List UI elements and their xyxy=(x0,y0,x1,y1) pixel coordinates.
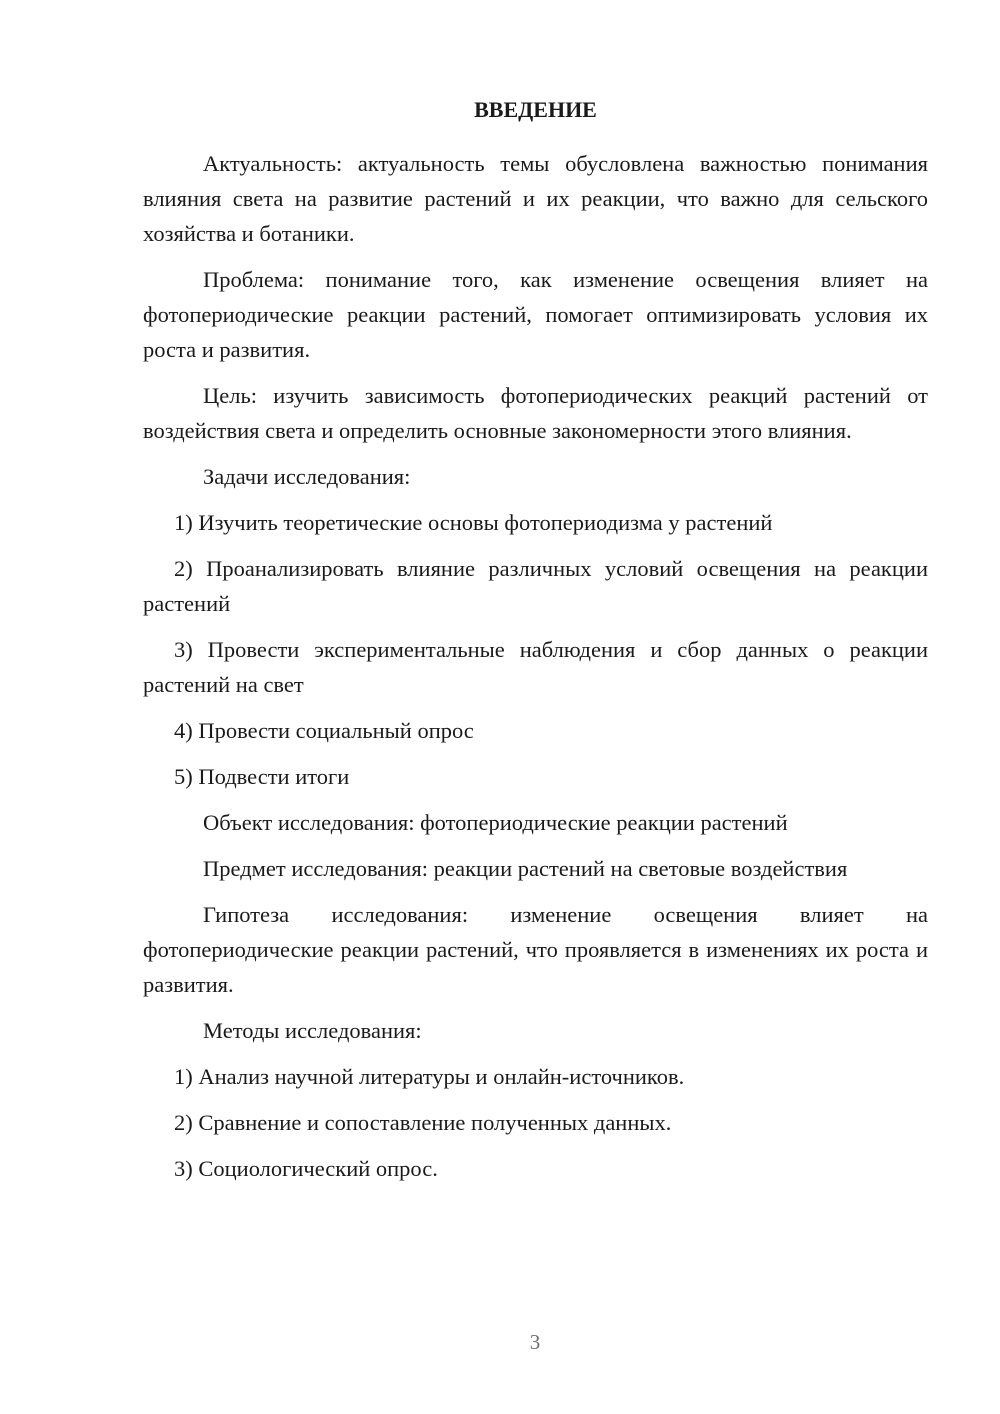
paragraph-subject: Предмет исследования: реакции растений на световые воздействия xyxy=(203,856,848,881)
list-item-task-2: 2) Проанализировать влияние различных условий освещения на реакции растений xyxy=(143,556,928,616)
page-content xyxy=(143,92,928,1197)
paragraph-object: Объект исследования: фотопериодические реакции растений xyxy=(203,810,788,835)
list-item-task-1: 1) Изучить теоретические основы фотопериодизма у растений xyxy=(174,510,773,535)
list-item-task-5: 5) Подвести итоги xyxy=(174,764,350,789)
list-item-method-2: 2) Сравнение и сопоставление полученных данных. xyxy=(174,1110,672,1135)
paragraph-tasks-heading: Задачи исследования: xyxy=(203,464,411,489)
paragraph-relevance: Актуальность: актуальность темы обусловлена важностью понимания влияния света на развитие растений и их реакции, что важно для сельского хозяйства и ботаники. xyxy=(143,151,928,246)
list-item-method-1: 1) Анализ научной литературы и онлайн-источников. xyxy=(174,1064,685,1089)
paragraph-problem: Проблема: понимание того, как изменение освещения влияет на фотопериодические реакции растений, помогает оптимизировать условия их роста и развития. xyxy=(143,267,928,362)
paragraph-hypothesis: Гипотеза исследования: изменение освещения влияет на фотопериодические реакции растений, что проявляется в изменениях их роста и развития. xyxy=(143,902,928,997)
list-item-method-3: 3) Социологический опрос. xyxy=(174,1156,438,1181)
list-item-task-4: 4) Провести социальный опрос xyxy=(174,718,474,743)
page-number: 3 xyxy=(529,1330,541,1354)
paragraph-methods-heading: Методы исследования: xyxy=(203,1018,422,1043)
list-item-task-3: 3) Провести экспериментальные наблюдения и сбор данных о реакции растений на свет xyxy=(143,637,928,697)
paragraph-goal: Цель: изучить зависимость фотопериодических реакций растений от воздействия света и определить основные закономерности этого влияния. xyxy=(143,383,928,443)
section-heading: ВВЕДЕНИЕ xyxy=(474,97,597,122)
